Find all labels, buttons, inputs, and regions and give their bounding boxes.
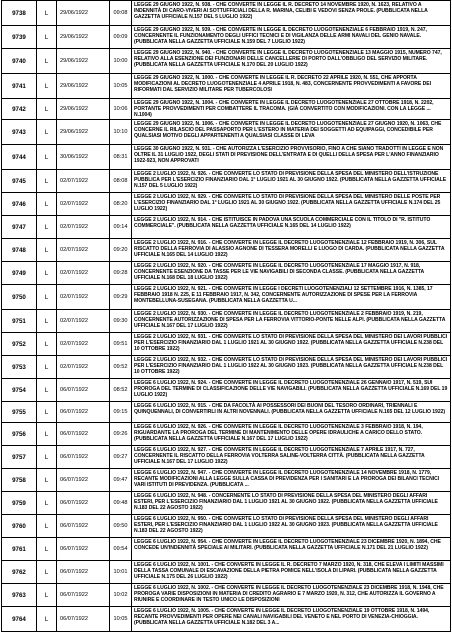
record-date	[56, 469, 109, 491]
table-row	[1, 446, 451, 469]
record-time	[109, 26, 131, 48]
record-time	[109, 145, 131, 169]
law-description-text: LEGGE 6 LUGLIO 1922, N. 926. - CHE CONVERTE IN LEGGE IL DECRETO LUOGOTENENZIALE 3 FEBBRAIO 1918, N. 194, RIGUARDANTE LA PROROGA DEL TERMINE DI MANTENIMENTO DELLE OPERE IDRAULICHE A CARICO DELLO STATO. (PUBBLICATA NELLA GAZZETTA UFFICIALE N.167 DEL 17 LUGLIO 1922)	[134, 424, 423, 443]
record-type-text: L	[44, 57, 49, 65]
record-date	[56, 538, 109, 560]
law-description-text: LEGGE 2 LUGLIO 1922, N. 914. - CHE ISTITUISCE IN PADOVA UNA SCUOLA COMMERCIALE CON IL TITOLO DI "R. ISTITUTO COMMERCIALE". (PUBBLICATA NELLA GAZZETTA UFFICIALE N.165 DEL 14 LUGLIO 1922)	[134, 217, 431, 230]
record-date-text: 29/06/1922	[60, 106, 88, 112]
law-description	[131, 193, 451, 215]
record-time-text: 08:31	[113, 154, 128, 160]
record-number	[1, 193, 36, 215]
record-number	[1, 446, 36, 468]
table-row	[1, 469, 451, 492]
record-number-text: 9738	[12, 9, 26, 17]
record-time-text: 09:27	[113, 454, 128, 460]
record-time-text: 09:52	[113, 364, 128, 370]
record-date	[56, 423, 109, 445]
record-number	[1, 423, 36, 445]
record-date-text: 06/07/1922	[60, 431, 88, 437]
record-date-text: 29/06/1922	[60, 34, 88, 40]
record-number	[1, 120, 36, 144]
record-type	[36, 262, 56, 284]
record-time-text: 09:26	[113, 431, 128, 437]
record-date	[56, 262, 109, 284]
record-time-text: 10:05	[113, 616, 128, 622]
record-time	[109, 584, 131, 606]
record-number	[1, 379, 36, 401]
record-date	[56, 120, 109, 144]
record-date-text: 06/07/1922	[60, 523, 88, 529]
record-type-text: L	[44, 340, 49, 348]
law-description-text: LEGGE 29 GIUGNO 1922, N. 1006. - CHE CONVERTE IN LEGGE IL DECRETO LUOGOTENENZIALE 27 GIUGNO 1920, N. 1063, CHE CONCERNE IL RILASCIO DEL PASSAPORTO PER L'ESTERO IN MATERIA DEI SOGGETTI AD EQUIPAGGI, CONCEDIBILE PER QUALSIASI MOTIVO DEGLI APPARTENENTI A QUALSIASI CLASSE DI LEVA	[134, 121, 442, 140]
record-date-text: 06/07/1922	[60, 454, 88, 460]
record-number	[1, 607, 36, 631]
record-time	[109, 262, 131, 284]
record-type-text: L	[44, 545, 49, 553]
record-type-text: L	[44, 568, 49, 576]
law-description	[131, 120, 451, 144]
record-date-text: 02/07/1922	[60, 270, 88, 276]
record-type-text: L	[44, 591, 49, 599]
record-number-text: 9748	[12, 246, 26, 254]
table-row	[1, 492, 451, 515]
record-number	[1, 170, 36, 192]
record-type	[36, 356, 56, 378]
record-date	[56, 285, 109, 309]
law-description-text: LEGGE 6 LUGLIO 1922, N. 927. - CHE CONVERTE IN LEGGE IL DECRETO LUOGOTENENZIALE 7 APRILE 1917, N. 727, CONCERNENTE IL RISCATTO DELLA FERROVIA VOLTERRA SALINE-VOLTERRA CITTÀ. (PUBBLICATA NELLA GAZZETTA UFFICIALE N.167 DEL 17 LUGLIO 1922)	[134, 447, 425, 466]
record-date	[56, 402, 109, 422]
table-row	[1, 74, 451, 99]
law-description	[131, 446, 451, 468]
record-date-text: 29/06/1922	[60, 83, 88, 89]
law-description-text: LEGGE 6 LUGLIO 1922, N. 1002. - CHE CONVERTE IN LEGGE IL DECRETO LUOGOTENENZIALE 23 DICEMBRE 1918, N. 1948, CHE PROROGA VARIE DISPOSIZIONI IN MATERIA DI CREDITO AGRARIO E 7 MARZO 1920, N. 312, CHE AUTORIZZA IL GOVERNO A RIUNIRE E COORDINARE IN TESTO UNICO LE DISPOSIZIONI	[134, 585, 444, 604]
record-date	[56, 515, 109, 537]
law-description	[131, 145, 451, 169]
law-description-text: LEGGE 2 LUGLIO 1922, N. 931. - CHE CONVERTE LO STATO DI PREVISIONE DELLA SPESA DEL MINISTERO DEI LAVORI PUBBLICI PER L'ESERCIZIO FINANZIARIO DAL 1 LUGLIO 1921 AL 30 GIUGNO 1922. (PUBBLICATA NELLA GAZZETTA UFFICIALE N.238 DEL 10 OTTOBRE 1922)	[134, 334, 448, 353]
record-date-text: 06/07/1922	[60, 616, 88, 622]
law-description-text: LEGGE 6 LUGLIO 1922, N. 947. - CHE CONVERTE IN LEGGE IL DECRETO LUOGOTENENZIALE 14 NOVEMBRE 1918, N. 1779, RECANTE MODIFICAZIONI ALLA LEGGE SULLA CASSA DI PREVIDENZA PER I SANITARI E LA PROROGA DEI BILANCI TECNICI VARI ISTITUTI DI PREVIDENZA. (PUBBLICATA ...	[134, 470, 440, 489]
law-description-text: LEGGE 2 LUGLIO 1922, N. 930. - CHE CONVERTE IN LEGGE IL DECRETO LUOGOTENENZIALE 2 FEBBRAIO 1919, N. 219, CONCERNENTE AUTORIZZAZIONE DI SPESA PER LA FERROVIA VITTORIO-PONTE NELLE ALPI. (PUBBLICATA NELLA GAZZETTA UFFICIALE N.167 DEL 17 LUGLIO 1922)	[134, 311, 446, 330]
record-date	[56, 170, 109, 192]
law-description	[131, 423, 451, 445]
record-time	[109, 469, 131, 491]
record-date-text: 02/07/1922	[60, 201, 88, 207]
law-description	[131, 74, 451, 98]
law-description-text: LEGGE 6 LUGLIO 1922, N. 1005. - CHE CONVERTE IN LEGGE IL DECRETO LUOGOTENENZIALE 19 OTTOBRE 1918, N. 1494, RECANTE PROVVEDIMENTI PER OPERE NEI CANALI NAVIGABILI DEL VENETO E NEL PORTO DI VENEZIA-CHIOGGIA. (PUBBLICATA NELLA GAZZETTA UFFICIALE N.182 DEL 3 A...	[134, 608, 430, 627]
record-type-text: L	[44, 522, 49, 530]
record-date-text: 02/07/1922	[60, 341, 88, 347]
record-time	[109, 1, 131, 25]
record-time-text: 09:28	[113, 270, 128, 276]
record-number	[1, 74, 36, 98]
table-row	[1, 402, 451, 423]
law-description-text: LEGGE 6 LUGLIO 1922, N. 950. - CHE CONVERTE LO STATO DI PREVISIONE DELLA SPESA DEL MINISTERO DEGLI AFFARI ESTERI, PER L'ESERCIZIO FINANZIARIO DAL 1 LUGLIO 1922 AL 30 GIUGNO 1923. (PUBBLICATA NELLA GAZZETTA UFFICIALE N.183 DEL 22 AGOSTO 1922)	[134, 516, 438, 535]
record-date-text: 02/07/1922	[60, 364, 88, 370]
record-date-text: 06/07/1922	[60, 387, 88, 393]
record-type-text: L	[44, 476, 49, 484]
record-time-text: 10:02	[113, 592, 128, 598]
record-type	[36, 170, 56, 192]
record-date-text: 30/06/1922	[60, 154, 88, 160]
record-date	[56, 333, 109, 355]
table-row	[1, 379, 451, 402]
record-time-text: 09:14	[113, 224, 128, 230]
law-description-text: LEGGE 6 LUGLIO 1922, N. 954. - CHE CONVERTE IN LEGGE IL DECRETO LUOGOTENENZIALE 23 DICEMBRE 1920, N. 1894, CHE CONCEDE UN'INDENNITÀ SPECIALE AI MILITARI. (PUBBLICATA NELLA GAZZETTA UFFICIALE N.171 DEL 21 LUGLIO 1922)	[134, 539, 441, 552]
record-number-text: 9764	[12, 615, 26, 623]
record-time-text: 09:09	[113, 34, 128, 40]
record-number	[1, 333, 36, 355]
law-description	[131, 379, 451, 401]
record-time	[109, 193, 131, 215]
law-description-text: LEGGE 29 GIUGNO 1922, N. 939. - CHE CONVERTE IN LEGGE IL DECRETO LUOGOTENENZIALE 6 FEBBRAIO 1919, N. 247, CONCERNENTE IL FUNZIONAMENTO DEGLI UFFICI TECNICI E DI VIGILANZA DELLE ARMI NAVALI DEL GENIO NAVALE. (PUBBLICATA NELLA GAZZETTA UFFICIALE N.159 DEL 7 LUGLIO 1922)	[134, 27, 427, 46]
law-description	[131, 561, 451, 583]
record-number	[1, 99, 36, 119]
record-number-text: 9751	[12, 317, 26, 325]
record-type-text: L	[44, 223, 49, 231]
record-type	[36, 333, 56, 355]
law-description	[131, 402, 451, 422]
record-type	[36, 469, 56, 491]
record-time-text: 08:08	[113, 178, 128, 184]
law-description-text: LEGGE 29 GIUGNO 1922, N. 940. - CHE CONVERTE IN LEGGE IL DECRETO LUOGOTENENZIALE 13 MAGGIO 1915, NUMERO 747, RELATIVO ALLA ESENZIONE DEI FUNZIONARI DELLE CANCELLERIE DI PORTO DALL'OBBLIGO DEL SERVIZIO MILITARE. (PUBBLICATA NELLA GAZZETTA UFFICIALE N.170 DEL 20 LUGLIO 1922)	[134, 50, 442, 69]
record-number	[1, 145, 36, 169]
law-description-text: LEGGE 6 LUGLIO 1922, N. 915. - CHE DA FACOLTÀ AI POSSESSORI DEI BUONI DEL TESORO ORDINARI, TRIENNALI E QUINQUENNALI, DI CONVERTIRLI IN ALTRI NOVENNALI. (PUBBLICATA NELLA GAZZETTA UFFICIALE N.165 DEL 12 LUGLIO 1922)	[134, 403, 446, 416]
record-number-text: 9763	[12, 591, 26, 599]
record-time	[109, 356, 131, 378]
record-date-text: 06/07/1922	[60, 546, 88, 552]
record-date	[56, 310, 109, 332]
law-description-text: LEGGE 29 GIUGNO 1922, N. 1000. - CHE CONVERTE IN LEGGE IL R. DECRETO 22 APRILE 1920, N. 551, CHE APPORTA MODIFICAZIONI AL DECRETO LUOGOTENENZIALE 4 APRILE 1918, N. 483, CONCERNENTE PROVVEDIMENTI A FAVORE DEI RIFORMATI DAL SERVIZIO MILITARE PER TUBERCOLOSI	[134, 75, 431, 94]
record-type	[36, 310, 56, 332]
record-type	[36, 423, 56, 445]
record-time	[109, 379, 131, 401]
record-number-text: 9754	[12, 386, 26, 394]
record-date	[56, 1, 109, 25]
law-description-text: LEGGE 29 GIUGNO 1922, N. 1004. - CHE CONVERTE IN LEGGE IL DECRETO LUOGOTENENZIALE 27 OTTOBRE 1918, N. 2202, PORTANTE PROVVEDIMENTI PER COMBATTERE IL TRACOMA. (GIÀ CONVERTITO CON MODIFICAZIONI. CON LA LEGGE ... N.1004)	[134, 100, 434, 119]
record-time	[109, 310, 131, 332]
record-number	[1, 356, 36, 378]
record-date	[56, 49, 109, 73]
record-type	[36, 1, 56, 25]
record-time	[109, 74, 131, 98]
record-type-text: L	[44, 363, 49, 371]
record-time-text: 08:20	[113, 201, 128, 207]
record-type-text: L	[44, 499, 49, 507]
record-number-text: 9745	[12, 177, 26, 185]
law-description	[131, 285, 451, 309]
record-date-text: 02/07/1922	[60, 178, 88, 184]
record-date	[56, 607, 109, 631]
law-description	[131, 26, 451, 48]
law-description	[131, 333, 451, 355]
record-time-text: 09:08	[113, 10, 128, 16]
record-time	[109, 99, 131, 119]
record-type	[36, 561, 56, 583]
record-number	[1, 1, 36, 25]
record-type-text: L	[44, 615, 49, 623]
law-description	[131, 356, 451, 378]
law-description-text: LEGGE 6 LUGLIO 1922, N. 924. - CHE CONVERTE IN LEGGE IL DECRETO LUOGOTENENZIALE 26 GENNAIO 1917, N. 519, SUI PROROGA DEL TERMINE DI CLASSIFICAZIONE DELLE VIE NAVIGABILI. (PUBBLICATA NELLA GAZZETTA UFFICIALE N.169 DEL 19 LUGLIO 1922)	[134, 380, 448, 399]
table-row	[1, 515, 451, 538]
law-description	[131, 170, 451, 192]
record-date-text: 02/07/1922	[60, 224, 88, 230]
record-date	[56, 216, 109, 238]
record-time-text: 10:01	[113, 569, 128, 575]
law-description	[131, 538, 451, 560]
table-row	[1, 99, 451, 120]
law-description	[131, 239, 451, 261]
record-time	[109, 538, 131, 560]
record-number-text: 9739	[12, 33, 26, 41]
record-number-text: 9758	[12, 476, 26, 484]
law-description-text: LEGGE 2 LUGLIO 1922, N. 921. - CHE CONVERTE IN LEGGE I DECRETI LUOGOTENENZIALI 12 SETTEMBRE 1916, N. 1385, 17 FEBBRAIO 1918 N. 225, E 11 FEBBRAIO 1917, N. 342, CONCERNENTE AUTORIZZAZIONE DI SPESE PER LA FERROVIA MONTEBELLUNA-SUSEGANA. (PUBBLICATA NELLA GAZZETTA U...	[134, 286, 433, 305]
record-date	[56, 74, 109, 98]
record-type-text: L	[44, 9, 49, 17]
record-type	[36, 216, 56, 238]
record-time-text: 10:10	[113, 129, 128, 135]
law-description	[131, 469, 451, 491]
record-number-text: 9740	[12, 57, 26, 65]
record-type-text: L	[44, 153, 49, 161]
record-type-text: L	[44, 453, 49, 461]
table-row	[1, 356, 451, 379]
law-description	[131, 262, 451, 284]
record-date-text: 02/07/1922	[60, 294, 88, 300]
record-number-text: 9756	[12, 430, 26, 438]
record-number-text: 9755	[12, 408, 26, 416]
record-type	[36, 239, 56, 261]
record-type	[36, 193, 56, 215]
record-time-text: 08:52	[113, 387, 128, 393]
law-description	[131, 1, 451, 25]
record-time-text: 09:20	[113, 247, 128, 253]
record-time	[109, 446, 131, 468]
record-type	[36, 145, 56, 169]
record-date-text: 06/07/1922	[60, 569, 88, 575]
record-number	[1, 515, 36, 537]
record-type-text: L	[44, 386, 49, 394]
record-type-text: L	[44, 293, 49, 301]
record-type	[36, 607, 56, 631]
record-date	[56, 584, 109, 606]
record-time-text: 09:51	[113, 341, 128, 347]
law-description	[131, 492, 451, 514]
record-number-text: 9752	[12, 340, 26, 348]
record-date-text: 02/07/1922	[60, 318, 88, 324]
record-number	[1, 26, 36, 48]
record-time-text: 09:48	[113, 500, 128, 506]
record-number	[1, 561, 36, 583]
table-row	[1, 584, 451, 607]
record-time	[109, 120, 131, 144]
law-description-text: LEGGE 2 LUGLIO 1922, N. 929. - CHE CONVERTE LO STATO DI PREVISIONE DELLA SPESA DEL MINISTERO DELLE POSTE PER L'ESERCIZIO FINANZIARIO DAL 1° LUGLIO 1921 AL 30 GIUGNO 1922. (PUBBLICATA NELLA GAZZETTA UFFICIALE N.174 DEL 25 LUGLIO 1922)	[134, 194, 441, 213]
record-type-text: L	[44, 246, 49, 254]
record-time-text: 09:15	[113, 409, 128, 415]
record-type-text: L	[44, 82, 49, 90]
record-type	[36, 538, 56, 560]
record-time-text: 09:50	[113, 523, 128, 529]
record-time-text: 09:29	[113, 294, 128, 300]
table-row	[1, 607, 451, 632]
record-type	[36, 74, 56, 98]
table-row	[1, 26, 451, 49]
record-number-text: 9742	[12, 105, 26, 113]
record-number	[1, 310, 36, 332]
record-number	[1, 538, 36, 560]
record-date	[56, 561, 109, 583]
record-type	[36, 120, 56, 144]
table-row	[1, 1, 451, 26]
record-time-text: 10:05	[113, 83, 128, 89]
record-number	[1, 49, 36, 73]
record-number	[1, 216, 36, 238]
record-date	[56, 492, 109, 514]
record-number-text: 9757	[12, 453, 26, 461]
record-type	[36, 379, 56, 401]
table-row	[1, 120, 451, 145]
law-description	[131, 216, 451, 238]
table-row	[1, 310, 451, 333]
law-register-table	[1, 0, 451, 632]
record-date-text: 06/07/1922	[60, 592, 88, 598]
record-type	[36, 49, 56, 73]
record-date	[56, 193, 109, 215]
record-type-text: L	[44, 317, 49, 325]
record-number-text: 9750	[12, 293, 26, 301]
record-time	[109, 515, 131, 537]
record-type-text: L	[44, 177, 49, 185]
record-time	[109, 561, 131, 583]
record-number-text: 9753	[12, 363, 26, 371]
law-description-text: LEGGE 2 LUGLIO 1922, N. 926. - CHE CONVERTE LO STATO DI PREVISIONE DELLA SPESA DEL MINISTERO DELL'ISTRUZIONE PUBBLICA PER L'ESERCIZIO FINANZIARIO DAL 1° LUGLIO 1921 AL 30 GIUGNO 1922. (PUBBLICATA NELLA GAZZETTA UFFICIALE N.157 DEL 5 LUGLIO 1922)	[134, 171, 447, 190]
record-type-text: L	[44, 430, 49, 438]
record-type-text: L	[44, 408, 49, 416]
record-date	[56, 446, 109, 468]
law-description	[131, 99, 451, 119]
record-number	[1, 285, 36, 309]
table-row	[1, 49, 451, 74]
record-time	[109, 216, 131, 238]
record-time-text: 09:47	[113, 477, 128, 483]
record-date-text: 29/06/1922	[60, 58, 88, 64]
record-time	[109, 49, 131, 73]
record-time	[109, 170, 131, 192]
law-description	[131, 310, 451, 332]
record-date-text: 29/06/1922	[60, 10, 88, 16]
table-row	[1, 333, 451, 356]
law-description-text: LEGGE 30 GIUGNO 1922, N. 931. - CHE AUTORIZZA L'ESERCIZIO PROVVISORIO, FINO A CHE SIANO TRADOTTI IN LEGGE E NON OLTRE IL 31 LUGLIO 1922, DEGLI STATI DI PREVISIONE DELL'ENTRATA E DI QUELLI DELLA SPESA PER L'ANNO FINANZIARIO 1922-923, NON APPROVATI	[134, 146, 444, 165]
record-date	[56, 26, 109, 48]
table-row	[1, 193, 451, 216]
law-description-text: LEGGE 2 LUGLIO 1922, N. 932. - CHE CONVERTE LO STATO DI PREVISIONE DELLA SPESA DEL MINISTERO DEI LAVORI PUBBLICI PER L'ESERCIZIO FINANZIARIO DAL 1 LUGLIO 1922 AL 30 GIUGNO 1923. (PUBBLICATA NELLA GAZZETTA UFFICIALE N.238 DEL 10 OTTOBRE 1922)	[134, 357, 448, 376]
law-description-text: LEGGE 6 LUGLIO 1922, N. 948. - CONCERNENTE LO STATO DI PREVISIONE DELLA SPESA DEL MINISTERO DEGLI AFFARI ESTERI, PER L'ESERCIZIO FINANZIARIO DAL 1 LUGLIO 1921 AL 30 GIUGNO 1922. (PUBBLICATA NELLA GAZZETTA UFFICIALE N.183 DEL 22 AGOSTO 1922)	[134, 493, 438, 512]
record-time	[109, 423, 131, 445]
record-time	[109, 607, 131, 631]
law-description-text: LEGGE 29 GIUGNO 1922, N. 938. - CHE CONVERTE IN LEGGE IL R. DECRETO 14 NOVEMBRE 1920, N. 1623, RELATIVO A INDENNITÀ DI CARO-VIVERI AI SOTTUFFICIALI DELLA R. MARINA, CELIBI E VEDOVI SENZA PROLE. (PUBBLICATA NELLA GAZZETTA UFFICIALE N.157 DEL 5 LUGLIO 1922)	[134, 2, 428, 21]
record-number-text: 9761	[12, 545, 26, 553]
record-type-text: L	[44, 200, 49, 208]
record-number-text: 9762	[12, 568, 26, 576]
table-row	[1, 538, 451, 561]
table-row	[1, 239, 451, 262]
record-time	[109, 402, 131, 422]
record-number-text: 9744	[12, 153, 26, 161]
record-number	[1, 262, 36, 284]
record-number	[1, 402, 36, 422]
record-date-text: 02/07/1922	[60, 247, 88, 253]
record-type	[36, 99, 56, 119]
record-type	[36, 446, 56, 468]
record-number	[1, 492, 36, 514]
record-number-text: 9759	[12, 499, 26, 507]
record-type	[36, 402, 56, 422]
table-row	[1, 285, 451, 310]
record-type	[36, 285, 56, 309]
record-number	[1, 469, 36, 491]
record-time-text: 10:06	[113, 106, 128, 112]
record-date-text: 06/07/1922	[60, 500, 88, 506]
record-number-text: 9747	[12, 223, 26, 231]
record-time-text: 09:54	[113, 546, 128, 552]
record-date-text: 06/07/1922	[60, 477, 88, 483]
record-time-text: 09:30	[113, 318, 128, 324]
table-row	[1, 262, 451, 285]
law-description-text: LEGGE 2 LUGLIO 1922, N. 920. - CHE CONVERTE IN LEGGE IL DECRETO LUOGOTENENZIALE 17 MAGGIO 1917, N. 918, CONCERNENTE ESENZIONE DA TASSE PER LE VIE NAVIGABILI DI SECONDA CLASSE. (PUBBLICATA NELLA GAZZETTA UFFICIALE N.168 DEL 18 LUGLIO 1922)	[134, 263, 424, 282]
record-time	[109, 239, 131, 261]
law-description	[131, 49, 451, 73]
record-date	[56, 356, 109, 378]
record-date-text: 06/07/1922	[60, 409, 88, 415]
table-row	[1, 170, 451, 193]
table-row	[1, 423, 451, 446]
record-time	[109, 285, 131, 309]
law-description-text: LEGGE 6 LUGLIO 1922, N. 1001. - CHE CONVERTE IN LEGGE IL R. DECRETO 7 MARZO 1920, N. 318, CHE ELEVA I LIMITI MASSIMI DELLA TASSA COMUNALE DI ESCAVAZIONE DELLA PIETRA POMICE NELL'ISOLA DI LIPARI. (PUBBLICATA NELLA GAZZETTA UFFICIALE N.175 DEL 26 LUGLIO 1922)	[134, 562, 444, 581]
record-type	[36, 584, 56, 606]
record-number-text: 9743	[12, 128, 26, 136]
record-number	[1, 239, 36, 261]
record-date	[56, 99, 109, 119]
law-description	[131, 584, 451, 606]
record-date	[56, 379, 109, 401]
record-date	[56, 239, 109, 261]
record-type-text: L	[44, 33, 49, 41]
record-time	[109, 492, 131, 514]
record-type-text: L	[44, 269, 49, 277]
record-date	[56, 145, 109, 169]
record-date-text: 29/06/1922	[60, 129, 88, 135]
law-description	[131, 607, 451, 631]
record-type	[36, 26, 56, 48]
record-type	[36, 492, 56, 514]
record-number-text: 9746	[12, 200, 26, 208]
table-row	[1, 561, 451, 584]
law-description-text: LEGGE 2 LUGLIO 1922, N. 916. - CHE CONVERTE IN LEGGE IL DECRETO LUOGOTENENZIALE 12 FEBBRAIO 1919, N. 306, SUL RISCATTO DELLA FERROVIA DI ALASSIO AGNONE DI TESSERA MORELLI E LUOGO DI CARDA. (PUBBLICATA NELLA GAZZETTA UFFICIALE N.165 DEL 14 LUGLIO 1922)	[134, 240, 445, 259]
record-time-text: 10:00	[113, 58, 128, 64]
record-type-text: L	[44, 105, 49, 113]
record-type-text: L	[44, 128, 49, 136]
law-description	[131, 515, 451, 537]
record-number-text: 9760	[12, 522, 26, 530]
table-row	[1, 145, 451, 170]
record-number-text: 9749	[12, 269, 26, 277]
record-type	[36, 515, 56, 537]
record-time	[109, 333, 131, 355]
record-number-text: 9741	[12, 82, 26, 90]
record-number	[1, 584, 36, 606]
table-row	[1, 216, 451, 239]
